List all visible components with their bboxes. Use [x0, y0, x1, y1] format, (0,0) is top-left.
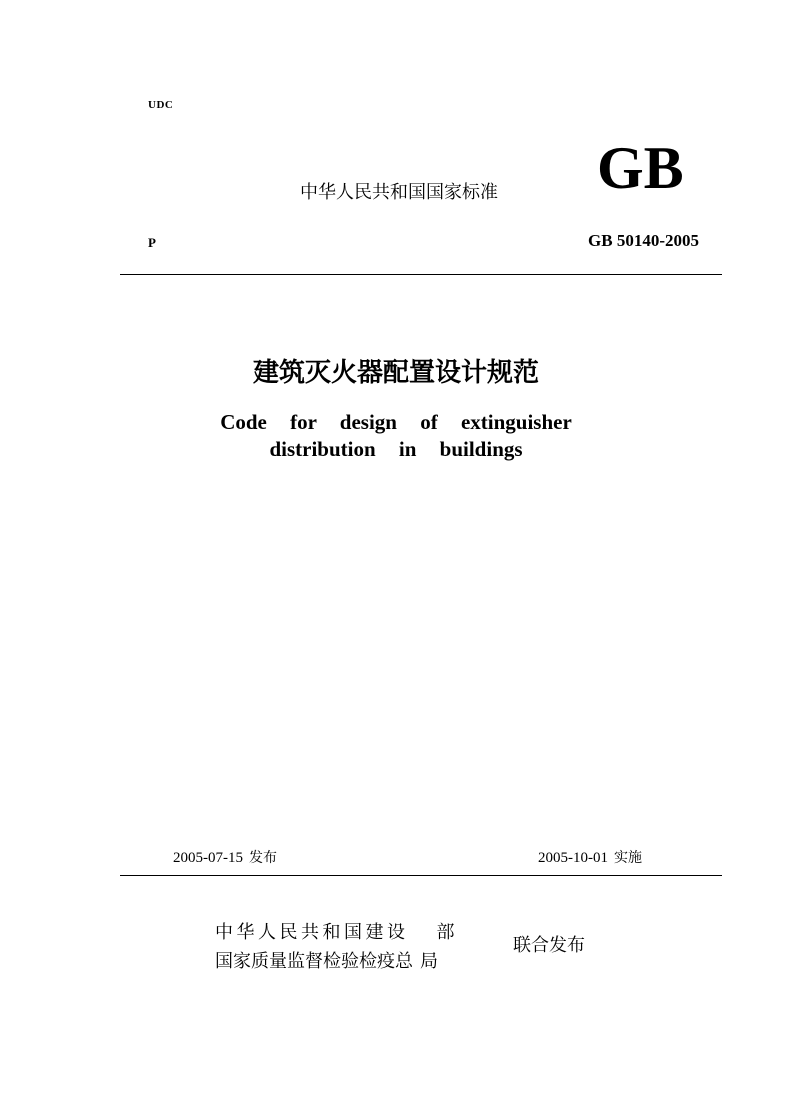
issuer-2-tail: 局 — [420, 951, 438, 972]
page-title-english-line1: Code for design of extinguisher — [220, 410, 572, 434]
issuer-aqsiq — [215, 947, 438, 973]
issued-label: 发布 — [249, 850, 277, 866]
issuer-1-tail: 部 — [436, 922, 458, 943]
page-title-chinese: 建筑灭火器配置设计规范 — [252, 358, 539, 388]
footer-divider — [120, 875, 722, 876]
effective-date: 2005-10-01 — [538, 850, 608, 866]
effective-label: 实施 — [614, 850, 642, 866]
issuer-ministry-of-construction — [215, 918, 458, 944]
page-title-english-line2: distribution in buildings — [269, 437, 523, 461]
udc-label: UDC — [148, 99, 174, 111]
issuer-1-name: 中华人民共和国建设 — [215, 922, 409, 943]
joint-issue-label: 联合发布 — [513, 935, 585, 956]
category-code: P — [148, 235, 156, 250]
issuer-2-name: 国家质量监督检验检疫总 — [215, 951, 413, 972]
national-standard-label: 中华人民共和国国家标准 — [300, 182, 498, 203]
issued-date: 2005-07-15 — [173, 850, 243, 866]
header-divider — [120, 274, 722, 275]
effective-date-block — [538, 847, 642, 867]
issued-date-block — [173, 847, 277, 867]
standard-number: GB 50140-2005 — [588, 231, 699, 250]
gb-logo: GB — [597, 135, 684, 201]
